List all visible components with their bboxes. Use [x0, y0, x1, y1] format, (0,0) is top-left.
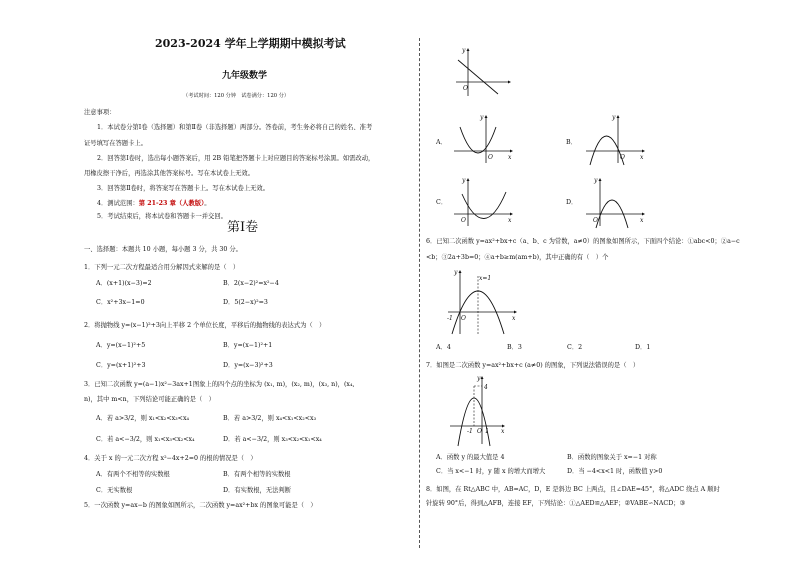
question-2: 2．将抛物线 y=(x−1)²+3向上平移 2 个单位长度，平移后的抛物线的表达式为（ ）: [84, 322, 326, 329]
question-3: 3．已知二次函数 y=(a−1)x²−3ax+1图象上的四个点的坐标为 (x₁, m)，(x₂, m)，(x₃, n)，(x₄,: [84, 381, 355, 388]
notice-item: 5．考试结束后，将本试卷和答题卡一并交回。: [97, 213, 227, 220]
origin-label: O: [593, 217, 598, 224]
question-7: 7．如图是二次函数 y=ax²+bx+c (a≠0) 的图象，下列说法错误的是（ ）: [426, 362, 640, 369]
axis-label-y: y: [612, 114, 616, 121]
exam-subject: 九年级数学: [222, 71, 268, 81]
q1-option-c: C．x²+3x−1=0: [96, 299, 145, 306]
q1-option-b: B．2(x−2)²=x²−4: [223, 280, 279, 287]
axis-label-x: x: [508, 217, 512, 224]
origin-label: O: [461, 217, 466, 224]
q2-option-a: A．y=(x−1)²+5: [96, 342, 146, 349]
notice-item: 证号填写在答题卡上。: [84, 140, 147, 147]
axis-label-x: x: [640, 217, 644, 224]
origin-label: O: [461, 315, 466, 322]
q5-option-b: B．: [566, 139, 577, 146]
question-6: 6．已知二次函数 y=ax²+bx+c（a、b、c 为常数，a≠0）的图象如图所示，下面四个结论：①abc<0；②a−c: [426, 238, 740, 245]
q5-option-c-graph: [452, 176, 514, 228]
notice-heading: 注意事项：: [84, 109, 116, 116]
q5-option-a: A．: [436, 139, 447, 146]
q7-option-c: C．当 x<−1 时，y 随 x 的增大而增大: [436, 468, 546, 475]
axis-label-x: x: [512, 315, 516, 322]
q4-option-d: D．有实数根，无法判断: [223, 487, 292, 494]
section-intro: 一、选择题：本题共 10 小题，每小题 3 分，共 30 分。: [84, 246, 242, 253]
tick-label-1: 1: [485, 428, 489, 435]
q1-option-a: A．(x+1)(x−3)=2: [96, 280, 152, 287]
section-title: 第Ⅰ卷: [227, 220, 259, 235]
q5-option-d-graph: [584, 176, 646, 228]
q5-option-b-graph: [584, 113, 646, 165]
tick-label-neg1: -1: [447, 315, 453, 322]
q6-option-c: C．2: [567, 344, 583, 351]
q5-line-graph: [452, 46, 512, 98]
column-divider: [419, 38, 420, 548]
q3-option-d: D．若 a<−3/2，则 x₃<x₂<x₁<x₄: [223, 436, 322, 443]
origin-label: O: [463, 85, 468, 92]
notice-range: 第 21-23 章（人教版）: [138, 200, 205, 207]
axis-label-x: x: [501, 428, 505, 435]
axis-label-y: y: [462, 177, 466, 184]
axis-label-x: x: [640, 154, 644, 161]
q4-option-c: C．无实数根: [96, 487, 133, 494]
tick-label-4: 4: [484, 384, 488, 391]
notice-item: [97, 200, 211, 208]
axis-label-y: y: [477, 375, 481, 382]
question-8-cont: 针旋转 90°后，得到△AFB，连接 EF，下列结论：①△AED≌△AEF；②VABE∽NACD；③: [426, 500, 686, 507]
origin-label: O: [477, 428, 482, 435]
q7-option-d: D．当 −4<x<1 时，函数值 y>0: [567, 468, 663, 475]
q5-option-c: C．: [436, 199, 448, 206]
q5-option-a-graph: [452, 113, 514, 165]
origin-label: O: [620, 154, 625, 161]
question-8: 8．如图，在 Rt△ABC 中，AB=AC，D，E 是斜边 BC 上两点，且∠DAE=45°，将△ADC 绕点 A 顺时: [426, 486, 720, 493]
q7-option-a: A．函数 y 的最大值是 4: [436, 454, 505, 461]
q2-option-c: C．y=(x+1)²+3: [96, 362, 146, 369]
question-1: 1．下列一元二次方程最适合用分解因式来解的是（ ）: [84, 264, 240, 271]
question-4: 4．关于 x 的一元二次方程 x²−4x+2=0 的根的情况是（ ）: [84, 455, 257, 462]
axis-label-y: y: [480, 114, 484, 121]
q6-option-a: A．4: [436, 344, 451, 351]
q6-parabola-graph: [446, 268, 518, 336]
q5-option-d: D．: [566, 199, 578, 206]
q6-option-d: D．1: [635, 344, 651, 351]
q1-option-d: D．5(2−x)²=3: [223, 299, 268, 306]
q7-option-b: B．函数的图象关于 x=−1 对称: [567, 454, 657, 461]
axis-label-y: y: [454, 269, 458, 276]
notice-item: 2．回答第Ⅰ卷时，选出每小题答案后，用 2B 铅笔把答题卡上对应题目的答案标号涂黑。如需改动，: [97, 155, 375, 162]
q7-parabola-graph: [448, 374, 506, 446]
q3-option-c: C．若 a<−3/2，则 x₁<x₃<x₂<x₄: [96, 436, 195, 443]
q2-option-d: D．y=(x−3)²+3: [223, 362, 273, 369]
exam-info: （考试时间：120 分钟 试卷满分：120 分）: [183, 93, 290, 99]
notice-item: 3．回答第Ⅱ卷时，将答案写在答题卡上。写在本试卷上无效。: [97, 185, 270, 192]
axis-of-symmetry-label: x=1: [479, 275, 492, 282]
notice-range-label: 4．测试范围：: [97, 200, 139, 207]
question-3-cont: n)，其中 m<n，下列结论可能正确的是（ ）: [84, 396, 215, 403]
q3-option-b: B．若 a>3/2，则 x₄<x₁<x₂<x₃: [223, 415, 317, 422]
notice-item: 用橡皮擦干净后，再选涂其他答案标号。写在本试卷上无效。: [84, 170, 255, 177]
notice-item: 1．本试卷分第Ⅰ卷（选择题）和第Ⅱ卷（非选择题）两部分。答卷前，考生务必将自己的姓名、准考: [97, 124, 373, 131]
exam-title: 2023-2024 学年上学期期中模拟考试: [155, 37, 346, 50]
q6-option-b: B．3: [507, 344, 522, 351]
q4-option-b: B．有两个相等的实数根: [223, 471, 291, 478]
axis-label-y: y: [594, 177, 598, 184]
axis-label-x: x: [508, 154, 512, 161]
q3-option-a: A．若 a>3/2，则 x₁<x₂<x₃<x₄: [96, 415, 190, 422]
tick-label-neg1: -1: [467, 428, 473, 435]
origin-label: O: [488, 154, 493, 161]
q4-option-a: A．有两个不相等的实数根: [96, 471, 170, 478]
notice-range-end: 。: [204, 200, 211, 207]
question-6-cont: <b；③2a+3b=0；④a+b≥m(am+b)，其中正确的有（ ）个: [426, 254, 609, 261]
q2-option-b: B．y=(x−1)²+1: [223, 342, 273, 349]
axis-label-y: y: [462, 47, 466, 54]
question-5: 5．一次函数 y=ax−b 的图象如图所示，二次函数 y=ax²+bx 的图象可能是（ ）: [84, 502, 317, 509]
